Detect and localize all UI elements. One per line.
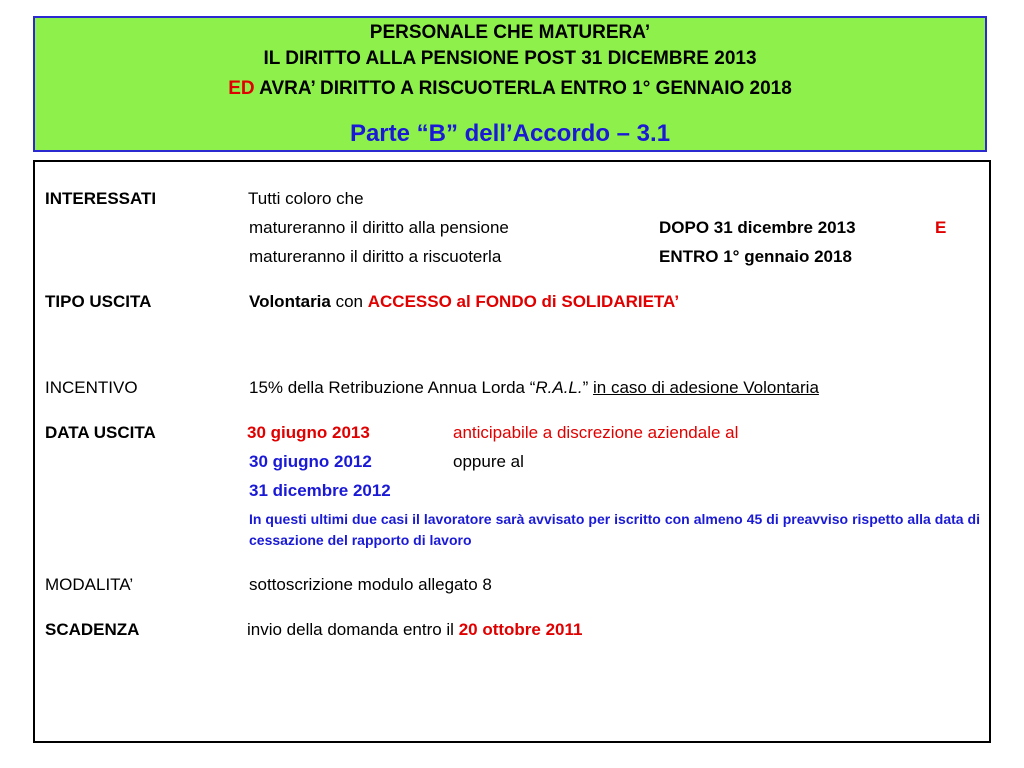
title-line-3 [35, 78, 985, 100]
data-uscita-note2: oppure al [453, 452, 524, 471]
scadenza-value [247, 620, 582, 640]
incentivo-underlined: in caso di adesione Volontaria [593, 378, 819, 397]
interessati-row2-text: matureranno il diritto a riscuoterla [249, 247, 502, 266]
modalita-label: MODALITA’ [45, 575, 134, 594]
data-uscita-notice: In questi ultimi due casi il lavoratore sarà avvisato per iscritto con almeno 45 di preavviso rispetto alla data di cessazione del rapporto di lavoro [249, 511, 980, 548]
scadenza-date: 20 ottobre 2011 [458, 620, 583, 639]
interessati-row2-date: ENTRO 1° gennaio 2018 [659, 247, 852, 266]
interessati-row1-text: matureranno il diritto alla pensione [249, 218, 509, 237]
tipo-uscita-con: con [330, 292, 368, 311]
incentivo-ral: R.A.L. [535, 378, 583, 397]
interessati-label: INTERESSATI [45, 189, 157, 208]
interessati-row1-date: DOPO 31 dicembre 2013 [659, 218, 856, 237]
tipo-uscita-value [249, 292, 679, 312]
title-line-3-rest: AVRA’ DIRITTO A RISCUOTERLA ENTRO 1° GENNAIO 2018 [254, 78, 792, 99]
data-uscita-label: DATA USCITA [45, 423, 156, 442]
data-uscita-date1: 30 giugno 2013 [247, 423, 370, 442]
interessati-intro: Tutti coloro che [248, 189, 364, 208]
title-line-1: PERSONALE CHE MATURERA’ [369, 22, 651, 43]
title-banner [33, 16, 987, 152]
data-uscita-note1: anticipabile a discrezione aziendale al [453, 423, 739, 442]
data-uscita-date2: 30 giugno 2012 [249, 452, 372, 471]
tipo-uscita-fondo: ACCESSO al FONDO di SOLIDARIETA’ [367, 292, 680, 311]
incentivo-text-a: 15% della Retribuzione Annua Lorda “ [249, 378, 536, 397]
subtitle: Parte “B” dell’Accordo – 3.1 [349, 120, 671, 147]
modalita-value: sottoscrizione modulo allegato 8 [249, 575, 492, 594]
incentivo-value [249, 378, 819, 398]
incentivo-label: INCENTIVO [45, 378, 138, 397]
tipo-uscita-label: TIPO USCITA [45, 292, 152, 311]
interessati-row1-conj: E [935, 218, 947, 237]
tipo-uscita-volontaria: Volontaria [249, 292, 331, 311]
scadenza-text: invio della domanda entro il [247, 620, 459, 639]
title-line-2: IL DIRITTO ALLA PENSIONE POST 31 DICEMBRE 2013 [263, 48, 757, 69]
data-uscita-date3: 31 dicembre 2012 [249, 481, 391, 500]
incentivo-text-b: ” [582, 378, 594, 397]
scadenza-label: SCADENZA [45, 620, 140, 639]
title-ed: ED [228, 78, 255, 99]
